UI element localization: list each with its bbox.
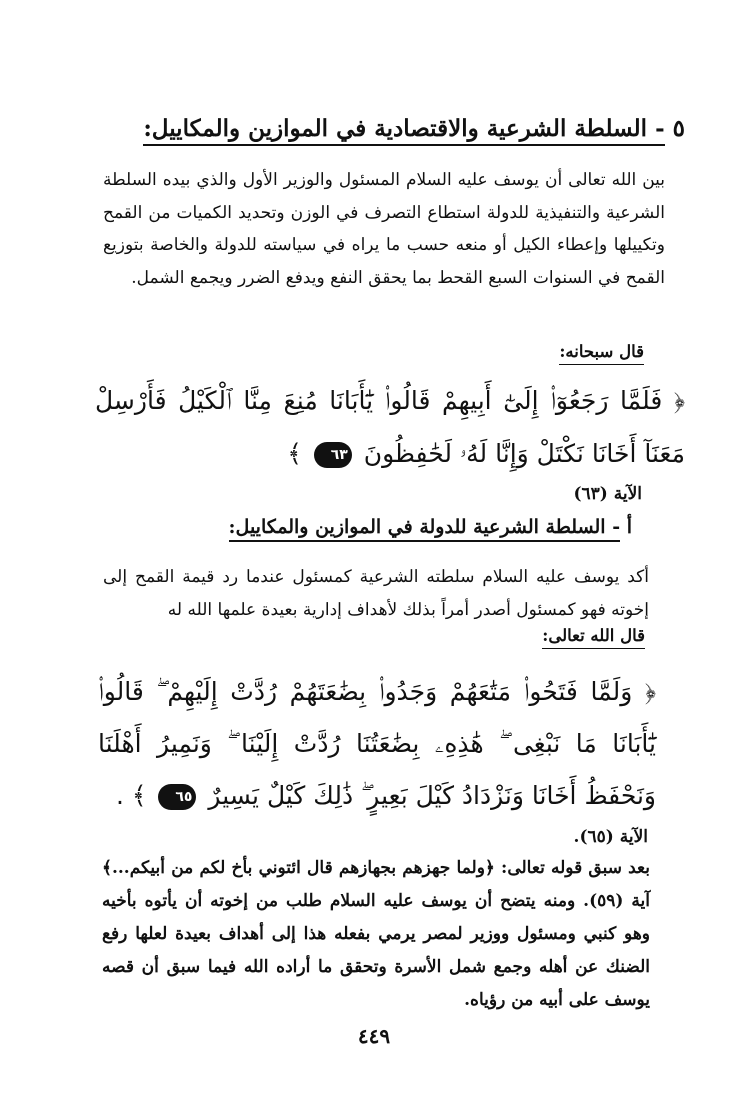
verse-open-bracket: ﴿ <box>644 677 656 706</box>
section-number: ٥ <box>672 115 685 142</box>
label-qal-subhanah-text: قال سبحانه: <box>559 342 644 365</box>
page-number: ٤٤٩ <box>357 1024 391 1048</box>
subsection-letter: أ <box>626 516 632 538</box>
paragraph-a: أكد يوسف عليه السلام سلطته الشرعية كمسئول عندما رد قيمة القمح إلى إخوته فهو كمسئول أصدر أمراً بذلك لأهداف إدارية بعيدة علمها الله له <box>103 567 649 620</box>
quran-verse-63 <box>95 374 685 480</box>
subsection-a-heading <box>150 512 632 542</box>
paragraph-b: بعد سبق قوله تعالى: ﴿ولما جهزهم بجهازهم قال ائتوني بأخ لكم من أبيكم...﴾ آية (٥٩). ومنه يتضح أن يوسف عليه السلام طلب من إخوته أن يأتوه بأخيه وهو كنبي ومسئول ووزير لمصر يرمي بفعله هذا إلى أهداف بعيدة لعلها رفع الضنك عن أهله وجمع شمل الأسرة وتحقق ما أراده الله فيما سبق أن قصه يوسف على أبيه من رؤياه. <box>102 858 650 1010</box>
intro-paragraph: بين الله تعالى أن يوسف عليه السلام المسئول والوزير الأول والذي بيده السلطة الشرعية والتنفيذية للدولة استطاع التصرف في الوزن وتحديد الكميات من القمح وتكييلها وإعطاء الكيل أو منعه حسب ما يراه في سياسته للدولة والخاصة بتوزيع القمح في السنوات السبع القحط بما يحقق النفع ويدفع الضرر ويجمع الشمل. <box>103 170 665 288</box>
label-qal-subhanah <box>400 340 644 364</box>
section-title: - السلطة الشرعية والاقتصادية في الموازين والمكاييل: <box>143 115 664 146</box>
verse-end-period: . <box>115 781 124 810</box>
label-qal-allah-text: قال الله تعالى: <box>542 626 645 649</box>
verse-number-badge: ٦٥ <box>158 784 196 810</box>
verse-63-text: فَلَمَّا رَجَعُوٓا۟ إِلَىٰٓ أَبِيهِمْ قَالُوا۟ يَٰٓأَبَانَا مُنِعَ مِنَّا ٱلْكَيْلُ فَأَرْسِلْ مَعَنَآ أَخَانَا نَكْتَلْ وَإِنَّا لَهُۥ لَحَٰفِظُونَ <box>95 386 685 468</box>
section-5-heading <box>100 114 685 144</box>
verse-open-bracket: ﴿ <box>673 386 685 415</box>
quran-verse-65 <box>98 666 656 822</box>
verse-close-bracket: ﴾ <box>287 439 302 468</box>
label-qal-allah <box>400 624 645 648</box>
verse-63-reference: الآية (٦٣) <box>573 484 642 504</box>
verse-close-bracket: ﴾ <box>131 781 147 810</box>
verse-65-reference: الآية (٦٥). <box>573 827 648 847</box>
verse-65-text: وَلَمَّا فَتَحُوا۟ مَتَٰعَهُمْ وَجَدُوا۟ بِضَٰعَتَهُمْ رُدَّتْ إِلَيْهِمْ ۖ قَالُوا۟ يَٰٓأَبَانَا مَا نَبْغِى ۖ هَٰذِهِۦ بِضَٰعَتُنَا رُدَّتْ إِلَيْنَا ۖ وَنَمِيرُ أَهْلَنَا وَنَحْفَظُ أَخَانَا وَنَزْدَادُ كَيْلَ بَعِيرٍ ۖ ذَٰلِكَ كَيْلٌ يَسِيرٌ <box>98 677 656 810</box>
subsection-a-title: - السلطة الشرعية للدولة في الموازين والمكاييل: <box>229 516 621 542</box>
verse-number-badge: ٦٣ <box>314 442 352 468</box>
